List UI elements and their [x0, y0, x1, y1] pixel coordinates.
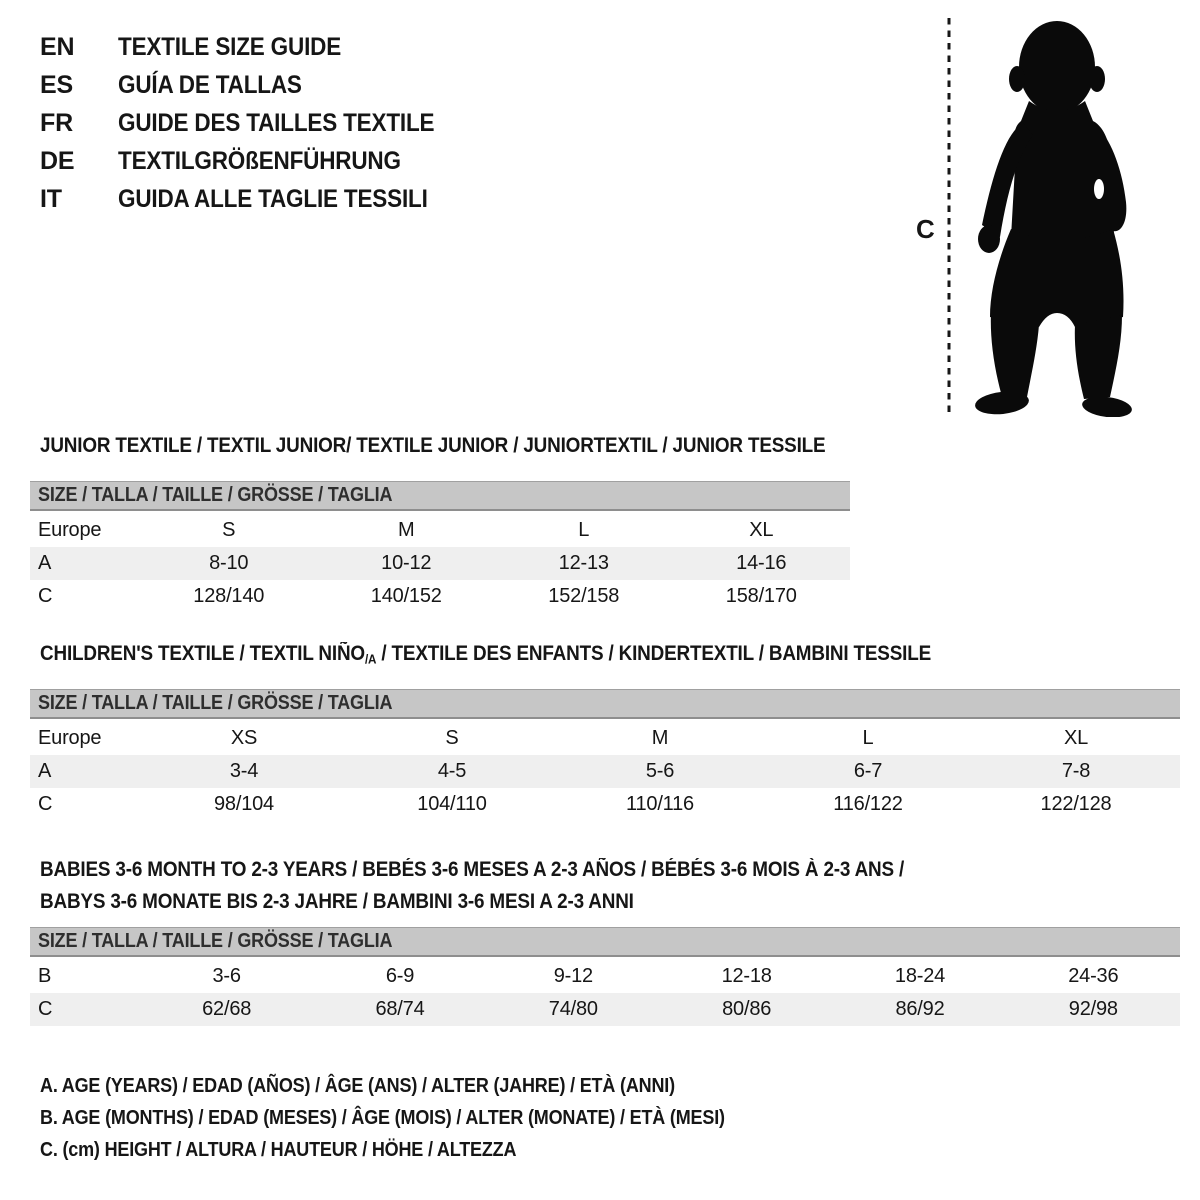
row-label: C	[38, 998, 53, 1020]
table-cell: L	[578, 519, 590, 541]
legend	[40, 1070, 801, 1166]
toddler-silhouette-icon	[975, 17, 1135, 417]
table-row-europe	[30, 722, 1180, 755]
table-cell: 110/116	[626, 793, 694, 815]
nino-a-subscript: /A	[364, 651, 377, 667]
table-cell: 158/170	[725, 585, 797, 607]
table-cell: S	[222, 519, 236, 541]
table-cell: 74/80	[548, 998, 598, 1020]
row-label: B	[38, 965, 52, 987]
size-header-bar: SIZE / TALLA / TAILLE / GRÖSSE / TAGLIA	[30, 481, 850, 511]
guide-title-en: TEXTILE SIZE GUIDE	[118, 32, 342, 61]
table-cell: 6-7	[853, 760, 883, 782]
table-cell: 3-4	[229, 760, 259, 782]
language-row-fr	[40, 104, 470, 142]
table-cell: XS	[230, 727, 258, 749]
babies-section-title: BABIES 3-6 MONTH TO 2-3 YEARS / BEBÉS 3-6 MESES A 2-3 AÑOS / BÉBÉS 3-6 MOIS À 2-3 ANS / BABYS 3-6 MONATE BIS 2-3 JAHRE / BAMBINI 3-6 MESI A 2-3 ANNI	[40, 858, 905, 913]
row-label: A	[38, 760, 52, 782]
size-header-bar: SIZE / TALLA / TAILLE / GRÖSSE / TAGLIA	[30, 927, 1180, 957]
table-cell: 128/140	[193, 585, 265, 607]
table-cell: 7-8	[1061, 760, 1091, 782]
table-cell: XL	[749, 519, 774, 541]
language-code: ES	[40, 70, 73, 99]
legend-line-c: C. (cm) HEIGHT / ALTURA / HAUTEUR / HÖHE / ALTEZZA	[40, 1138, 517, 1161]
table-cell: 6-9	[385, 965, 415, 987]
language-code: DE	[40, 146, 75, 175]
table-cell: 3-6	[212, 965, 241, 987]
table-cell: 12-18	[721, 965, 772, 987]
table-cell: 5-6	[645, 760, 675, 782]
table-cell: 10-12	[381, 552, 432, 574]
table-cell: 4-5	[437, 760, 467, 782]
legend-line-a: A. AGE (YEARS) / EDAD (AÑOS) / ÂGE (ANS) / ALTER (JAHRE) / ETÀ (ANNI)	[40, 1074, 675, 1097]
table-cell: 18-24	[894, 965, 946, 987]
table-cell: M	[651, 727, 669, 749]
height-measure-label: C	[916, 214, 935, 244]
table-row-height	[30, 580, 850, 613]
table-cell: 8-10	[209, 552, 249, 574]
language-title-list	[40, 28, 470, 218]
row-label: A	[38, 552, 52, 574]
legend-line-b: B. AGE (MONTHS) / EDAD (MESES) / ÂGE (MOIS) / ALTER (MONATE) / ETÀ (MESI)	[40, 1106, 725, 1129]
guide-title-fr: GUIDE DES TAILLES TEXTILE	[118, 108, 435, 137]
size-header-bar: SIZE / TALLA / TAILLE / GRÖSSE / TAGLIA	[30, 689, 1180, 719]
language-code: IT	[40, 184, 62, 213]
language-row-de	[40, 142, 470, 180]
table-cell: 104/110	[417, 793, 487, 815]
guide-title-es: GUÍA DE TALLAS	[118, 70, 302, 99]
children-size-table	[30, 689, 1180, 821]
language-code: FR	[40, 108, 73, 137]
language-row-en	[40, 28, 470, 66]
row-label: C	[38, 793, 53, 815]
table-cell: XL	[1063, 727, 1089, 749]
table-cell: 62/68	[202, 998, 252, 1020]
table-cell: 116/122	[833, 793, 903, 815]
table-row-height	[30, 993, 1180, 1026]
table-cell: L	[862, 727, 874, 749]
table-cell: 152/158	[548, 585, 620, 607]
junior-size-table	[30, 481, 850, 613]
row-label: Europe	[38, 519, 102, 541]
guide-title-it: GUIDA ALLE TAGLIE TESSILI	[118, 184, 428, 213]
children-section-title: CHILDREN'S TEXTILE / TEXTIL $NIÑO_{/A}$ / TEXTILE DES ENFANTS / KINDERTEXTIL / BAMBINI TESSILE	[40, 642, 932, 667]
table-cell: S	[445, 727, 459, 749]
junior-section-title: JUNIOR TEXTILE / TEXTIL JUNIOR/ TEXTILE JUNIOR / JUNIORTEXTIL / JUNIOR TESSILE	[40, 434, 826, 457]
row-label: C	[38, 585, 53, 607]
table-cell: 14-16	[736, 552, 787, 574]
table-cell: 140/152	[370, 585, 442, 607]
table-cell: M	[398, 519, 415, 541]
language-row-it	[40, 180, 470, 218]
table-row-height	[30, 788, 1180, 821]
table-cell: 92/98	[1068, 998, 1118, 1020]
table-row-months	[30, 960, 1180, 993]
table-cell: 12-13	[558, 552, 609, 574]
table-cell: 122/128	[1040, 793, 1112, 815]
table-row-age	[30, 547, 850, 580]
table-cell: 98/104	[214, 793, 274, 815]
height-measure-dashed-line	[946, 18, 952, 421]
guide-title-de: TEXTILGRÖßENFÜHRUNG	[118, 146, 401, 175]
table-cell: 80/86	[722, 998, 772, 1020]
language-row-es	[40, 66, 470, 104]
babies-size-table	[30, 927, 1180, 1026]
language-code: EN	[40, 32, 75, 61]
table-row-europe	[30, 514, 850, 547]
table-cell: 24-36	[1068, 965, 1119, 987]
row-label: Europe	[38, 727, 102, 749]
table-cell: 9-12	[553, 965, 593, 987]
table-cell: 86/92	[895, 998, 945, 1020]
table-cell: 68/74	[375, 998, 425, 1020]
table-row-age	[30, 755, 1180, 788]
